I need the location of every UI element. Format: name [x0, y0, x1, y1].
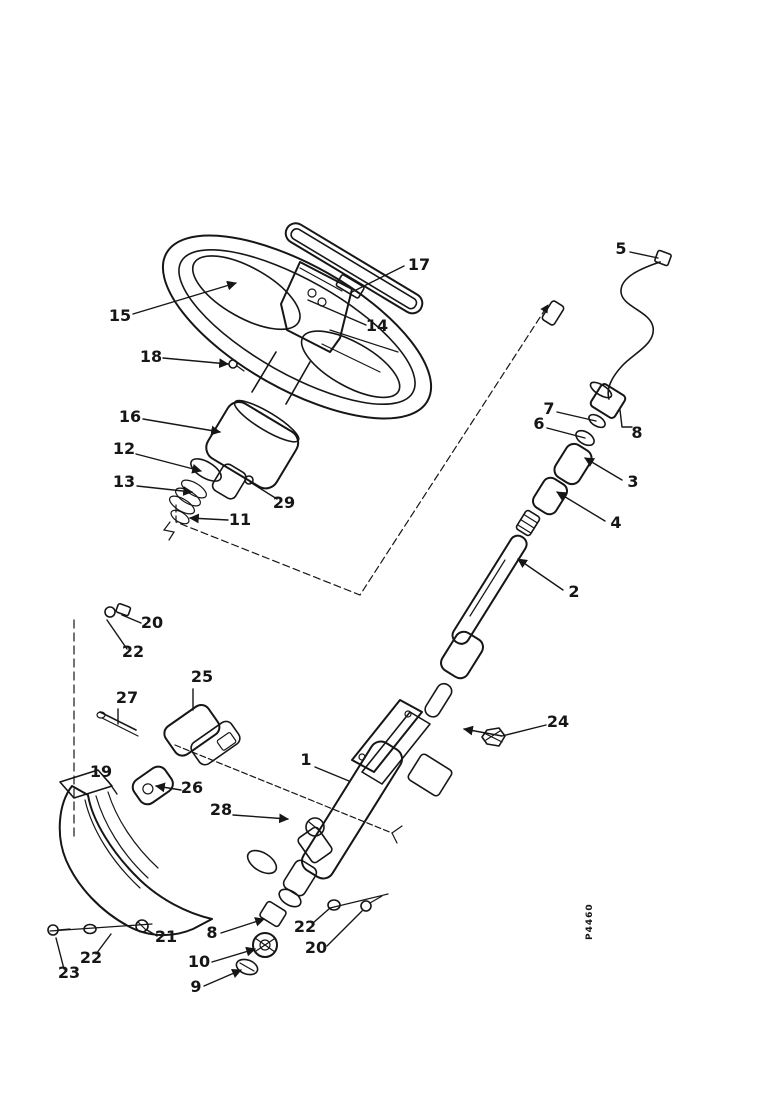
callout-label-18: 18	[139, 347, 163, 366]
bearing-adapter-lower	[259, 901, 287, 928]
upper-left-screw	[105, 603, 131, 617]
leader-line-part-15	[133, 283, 236, 314]
callout-label-22: 22	[293, 917, 317, 936]
callout-label-20: 20	[140, 613, 164, 632]
jacket-end	[276, 886, 304, 911]
leader-line-part-18	[163, 358, 228, 364]
horn-wire	[608, 250, 671, 399]
callout-label-19: 19	[89, 762, 113, 781]
steering-wheel	[136, 199, 458, 455]
callout-label-1: 1	[300, 750, 312, 769]
leader-line-part-20	[327, 911, 362, 946]
callout-label-10: 10	[187, 952, 211, 971]
callout-label-26: 26	[180, 778, 204, 797]
bottom-right-fasteners	[328, 894, 388, 911]
callout-label-11: 11	[228, 510, 252, 529]
callout-label-29: 29	[272, 493, 296, 512]
callout-label-8: 8	[631, 423, 643, 442]
callout-label-24: 24	[546, 712, 570, 731]
callout-label-13: 13	[112, 472, 136, 491]
leader-line-part-28	[233, 815, 288, 819]
bolt-24	[482, 728, 505, 746]
callout-label-22: 22	[79, 948, 103, 967]
leader-line-part-8	[221, 919, 264, 933]
wheel-left-opening	[182, 241, 311, 344]
callout-label-25: 25	[190, 667, 214, 686]
callout-label-23: 23	[57, 963, 81, 982]
callout-label-6: 6	[533, 414, 545, 433]
callout-label-5: 5	[615, 239, 627, 258]
callout-label-16: 16	[118, 407, 142, 426]
jacket-bracket	[407, 753, 453, 798]
shaft-lower-stub	[423, 681, 455, 719]
callout-label-20: 20	[304, 938, 328, 957]
callout-label-4: 4	[610, 513, 622, 532]
shaft-tip	[541, 300, 565, 326]
leader-line-part-6	[547, 428, 585, 438]
leader-line-part-14	[308, 300, 366, 325]
column-end-parts	[234, 901, 287, 978]
horn-contact	[308, 289, 316, 297]
callout-label-22: 22	[121, 642, 145, 661]
leader-line-part-26	[156, 786, 181, 790]
retainer-parts	[164, 508, 191, 540]
callout-label-15: 15	[108, 306, 132, 325]
wheel-spoke	[322, 344, 380, 372]
callout-layer	[56, 239, 658, 996]
callout-label-28: 28	[209, 800, 233, 819]
leader-line-part-2	[518, 559, 563, 590]
assembly-alignment-bracket	[176, 305, 548, 595]
callout-label-21: 21	[154, 927, 178, 946]
leader-line-part-24	[464, 725, 546, 736]
leader-line-part-11	[190, 518, 228, 520]
callout-label-3: 3	[627, 472, 639, 491]
spring	[167, 477, 209, 518]
callout-label-7: 7	[543, 399, 555, 418]
shaft-coupler	[438, 628, 487, 681]
leader-line-part-8	[620, 410, 632, 427]
lock-cylinder-26	[129, 763, 176, 808]
leader-line-part-3	[585, 458, 622, 480]
splined-stub	[515, 509, 540, 536]
callout-label-8: 8	[206, 923, 218, 942]
jacket-side-boss	[244, 846, 281, 878]
leader-line-part-5	[630, 252, 658, 258]
callout-label-2: 2	[568, 582, 580, 601]
leader-line-part-20	[122, 615, 141, 623]
figure-code: P4460	[585, 903, 595, 940]
callout-label-9: 9	[190, 977, 202, 996]
leader-line-part-9	[204, 970, 241, 986]
leader-line-part-4	[557, 492, 605, 521]
screw-20	[361, 901, 371, 911]
leader-line-part-1	[315, 767, 349, 781]
callout-label-17: 17	[407, 255, 431, 274]
callout-label-27: 27	[115, 688, 139, 707]
jacket-lower-piece	[281, 858, 318, 898]
column-jacket	[244, 700, 454, 910]
bottom-left-fasteners	[48, 920, 152, 935]
steering-shaft	[450, 533, 530, 647]
callout-label-12: 12	[112, 439, 136, 458]
leader-line-part-16	[143, 419, 220, 432]
spring-seat-washer	[187, 454, 224, 485]
callout-label-14: 14	[365, 316, 389, 335]
ignition-switch	[161, 696, 243, 776]
actuator-rod-28	[175, 745, 402, 843]
